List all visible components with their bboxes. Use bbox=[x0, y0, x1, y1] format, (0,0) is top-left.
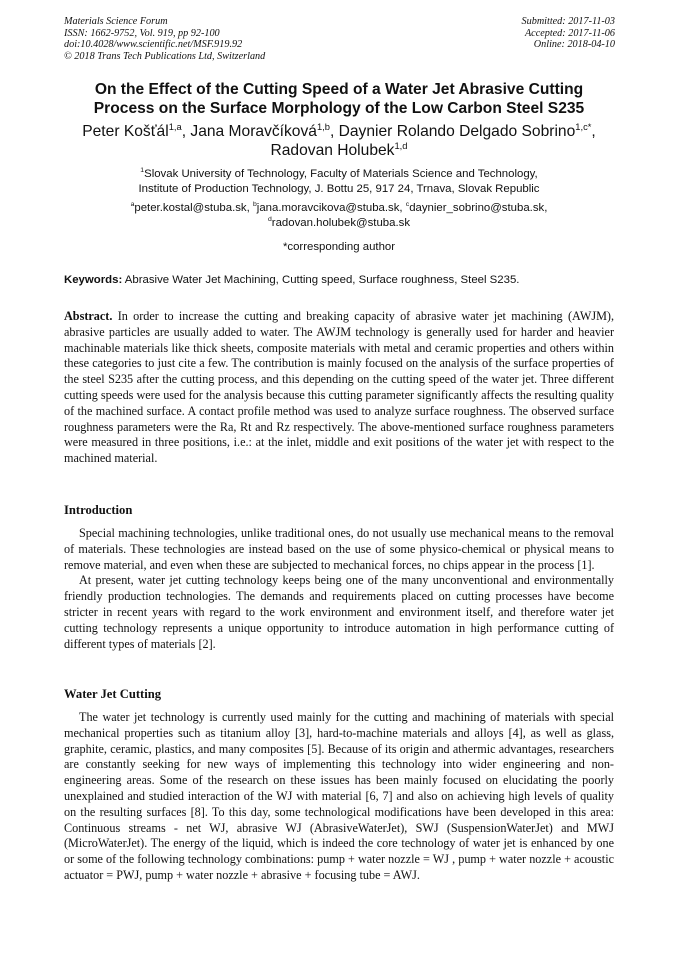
online-date: Online: 2018-04-10 bbox=[533, 39, 615, 51]
doi-line: doi:10.4028/www.scientific.net/MSF.919.92 bbox=[64, 39, 243, 51]
journal-name: Materials Science Forum bbox=[64, 16, 168, 27]
email-link[interactable]: radovan.holubek@stuba.sk bbox=[271, 217, 411, 230]
water-jet-body bbox=[64, 710, 614, 884]
submitted-date: Submitted: 2017-11-03 bbox=[521, 16, 615, 27]
copyright-line: © 2018 Trans Tech Publications Ltd, Switzerland bbox=[64, 50, 266, 62]
paper-title bbox=[64, 80, 614, 118]
abstract-text: In order to increase the cutting and breaking capacity of abrasive water jet machining (AWJM), abrasive particles are usually added to water. The AWJM technology is generally used for harder and heavier machinable materials like thick sheets, composite materials with metal and ceramic properties and others within these categories to just cite a few. The contribution is mainly focused on the analysis of the surface properties of the steel S235 after the cutting process, and this depending on the cutting speed of the water jet. Three different cutting speeds were used for the analysis because this cutting parameter significantly affects the resulting quality of the machined surface. A contact profile method was used to analyze surface roughness. The observed surface roughness parameters were the Ra, Rt and Rz respectively. The above-mentioned surface roughness parameters were measured in three positions, i.e.: at the inlet, middle and exit positions of the water jet with respect to the machined material. bbox=[64, 309, 615, 466]
email-link[interactable]: daynier_sobrino@stuba.sk bbox=[409, 202, 545, 214]
affiliation-line-1: Slovak University of Technology, Faculty of Materials Science and Technology, bbox=[144, 168, 538, 180]
email-list: $^a$peter.kostal@stuba.sk, $^b$jana.moravcikova@stuba.sk, $^c$daynier_sobrino@stuba.sk, $^d$radovan.holubek@stuba.sk bbox=[130, 201, 548, 230]
email-link[interactable]: jana.moravcikova@stuba.sk bbox=[256, 202, 400, 214]
author-affiliation-mark: 1,a bbox=[168, 121, 182, 132]
author-name: Peter Košťál bbox=[82, 123, 169, 140]
email-mark: d bbox=[267, 216, 272, 224]
affiliation-mark: 1 bbox=[140, 167, 145, 175]
title-line-1: On the Effect of the Cutting Speed of a Water Jet Abrasive Cutting bbox=[94, 81, 584, 98]
email-link[interactable]: peter.kostal@stuba.sk bbox=[134, 202, 247, 214]
title-line-2: Process on the Surface Morphology of the Low Carbon Steel S235 bbox=[93, 100, 585, 117]
dates-header bbox=[522, 16, 615, 51]
keywords bbox=[64, 273, 616, 287]
email-mark: b bbox=[252, 201, 257, 209]
introduction-body bbox=[64, 526, 614, 652]
section-heading-introduction: Introduction bbox=[64, 503, 133, 517]
author-affiliation-mark: 1,c* bbox=[575, 121, 592, 132]
issn-line: ISSN: 1662-9752, Vol. 919, pp 92-100 bbox=[64, 27, 220, 39]
email-mark: c bbox=[405, 201, 410, 209]
author-name: Daynier Rolando Delgado Sobrino bbox=[338, 123, 576, 140]
abstract-label: Abstract. bbox=[64, 309, 113, 323]
keywords-text: Abrasive Water Jet Machining, Cutting speed, Surface roughness, Steel S235. bbox=[124, 274, 520, 286]
author-affiliation-mark: 1,d bbox=[394, 140, 408, 151]
keywords-label: Keywords: bbox=[64, 274, 123, 286]
abstract bbox=[64, 309, 614, 467]
accepted-date: Accepted: 2017-11-06 bbox=[524, 27, 615, 39]
paragraph: The water jet technology is currently used mainly for the cutting and machining of materials with special mechanical properties such as titanium alloy [3], hard-to-machine materials and alloys [4], as well as glass, graphite, ceramic, plastics, and many composites [5]. Because of its origin and athermic advantages, researchers are constantly seeking for new ways of implementing this technology into wider engineering and non-engineering areas. Some of the research on these issues has been mainly focused on elucidating the poorly unexplained and studied interaction of the WJ with material [6, 7] and also on achieving high levels of quality on the resulting surfaces [8]. To this day, some technological modifications have been developed in this area: Continuous streams - net WJ, abrasive WJ (AbrasiveWaterJet), SWJ (SuspensionWaterJet) and MWJ (MicroWaterJet). The energy of the liquid, which is indeed the core technology of water jet is enhanced by one or some of the following technology combinations: pump + water nozzle = WJ , pump + water nozzle + acoustic actuator = PWJ, pump + water nozzle + abrasive + focusing tube = AWJ. bbox=[64, 710, 614, 882]
affiliation bbox=[64, 167, 614, 197]
section-heading-water-jet-cutting: Water Jet Cutting bbox=[64, 687, 162, 701]
corresponding-author-note: *corresponding author bbox=[282, 241, 396, 253]
paragraph: Special machining technologies, unlike traditional ones, do not usually use mechanical means to the removal of materials. These technologies are instead based on the use of some physico-chemical or physical means to remove material, and even when these are subjected to mechanical forces, no chips appear in the process [1]. bbox=[64, 526, 614, 572]
affiliation-line-2: Institute of Production Technology, J. Bottu 25, 917 24, Trnava, Slovak Republic bbox=[138, 183, 540, 196]
author-list: Peter Košťál$^{1,a}$, Jana Moravčíková$^{1,b}$, Daynier Rolando Delgado Sobrino$^{1,c*}$, Radovan Holubek$^{1,d}$ bbox=[82, 121, 596, 159]
email-mark: a bbox=[130, 201, 135, 209]
author-name: Radovan Holubek bbox=[270, 142, 395, 159]
author-affiliation-mark: 1,b bbox=[316, 121, 330, 132]
journal-header bbox=[64, 16, 265, 62]
paragraph: At present, water jet cutting technology keeps being one of the many unconventional and environmentally friendly production technologies. The demands and requirements placed on cutting processes have become stricter in recent years with regard to the work environment and environment itself, and therefore water jet cutting technology represents a unique opportunity to introduce automation in high performance cutting of different types of materials [2]. bbox=[64, 573, 614, 651]
author-name: Jana Moravčíková bbox=[190, 123, 317, 140]
